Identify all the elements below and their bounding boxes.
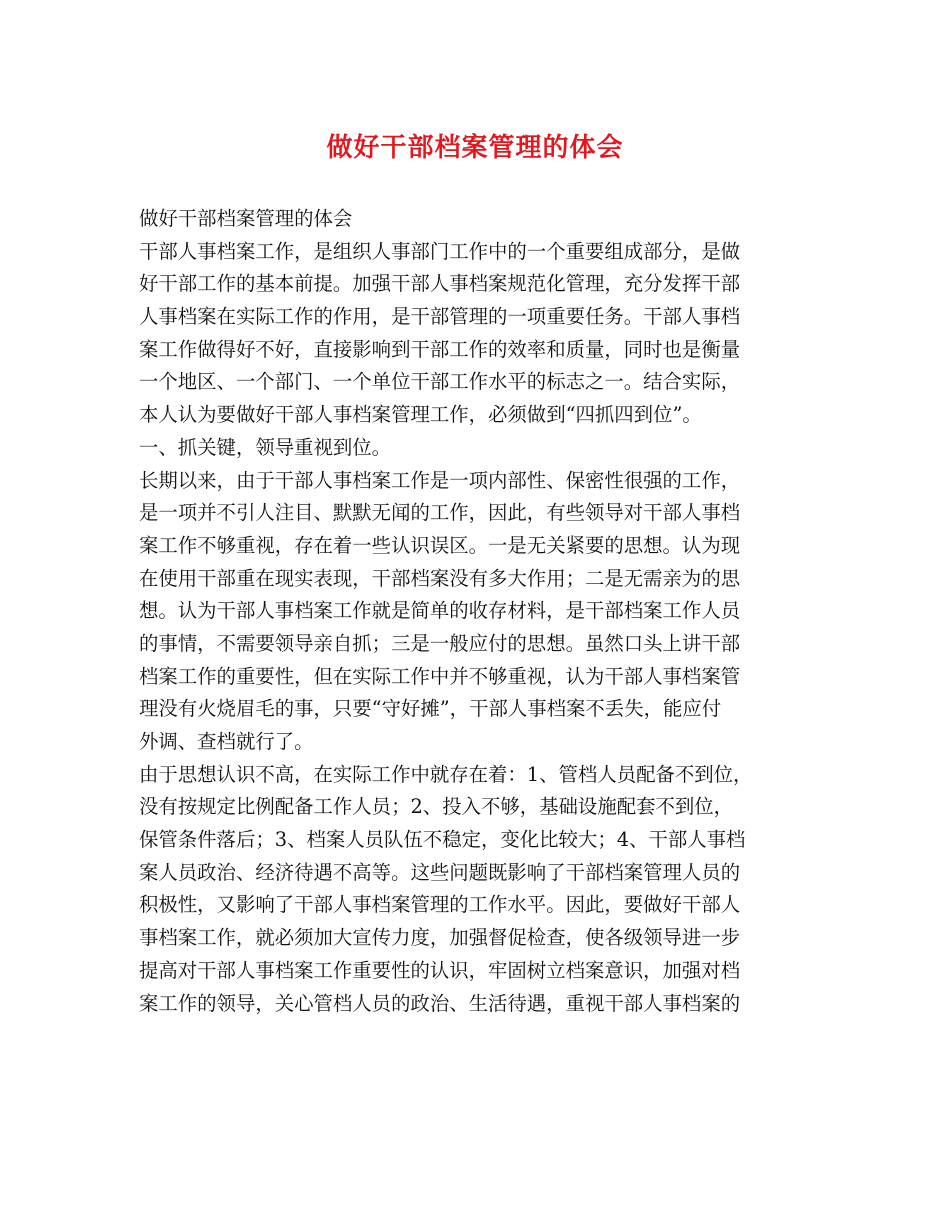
text-line: 案人员政治、经济待遇不高等。这些问题既影响了干部档案管理人员的: [139, 860, 741, 884]
text-line: 本人认为要做好干部人事档案管理工作，必须做到“四抓四到位”。: [139, 403, 702, 427]
page-title: 做好干部档案管理的体会: [326, 133, 624, 163]
text-line: 干部人事档案工作，是组织人事部门工作中的一个重要组成部分，是做: [139, 239, 741, 263]
text-line: 在使用干部重在现实表现，干部档案没有多大作用；二是无需亲为的思: [139, 566, 741, 590]
text-line: 事档案工作，就必须加大宣传力度，加强督促检查，使各级领导进一步: [139, 926, 741, 950]
text-line: 保管条件落后；3、档案人员队伍不稳定，变化比较大；4、干部人事档: [139, 828, 746, 852]
text-line: 由于思想认识不高，在实际工作中就存在着：1、管档人员配备不到位，: [139, 762, 753, 786]
text-line: 好干部工作的基本前提。加强干部人事档案规范化管理，充分发挥干部: [139, 272, 741, 296]
text-line: 档案工作的重要性，但在实际工作中并不够重视，认为干部人事档案管: [139, 664, 741, 688]
document-body: [139, 203, 829, 1020]
text-line: 外调、查档就行了。: [139, 730, 314, 753]
text-line: 做好干部档案管理的体会: [139, 207, 353, 230]
text-line: 案工作的领导，关心管档人员的政治、生活待遇，重视干部人事档案的: [139, 991, 741, 1015]
text-line: 案工作不够重视，存在着一些认识误区。一是无关紧要的思想。认为现: [139, 533, 741, 557]
text-line: 人事档案在实际工作的作用，是干部管理的一项重要任务。干部人事档: [139, 305, 741, 329]
text-line: 一个地区、一个部门、一个单位干部工作水平的标志之一。结合实际，: [139, 370, 741, 394]
text-line: 想。认为干部人事档案工作就是简单的收存材料，是干部档案工作人员: [139, 599, 741, 623]
text-line: 积极性，又影响了干部人事档案管理的工作水平。因此，要做好干部人: [139, 893, 741, 917]
text-line: 理没有火烧眉毛的事，只要“守好摊”，干部人事档案不丢失，能应付: [139, 697, 722, 721]
text-line: 案工作做得好不好，直接影响到干部工作的效率和质量，同时也是衡量: [139, 337, 741, 361]
text-line: 是一项并不引人注目、默默无闻的工作，因此，有些领导对干部人事档: [139, 501, 741, 525]
text-line: 的事情，不需要领导亲自抓；三是一般应付的思想。虽然口头上讲干部: [139, 631, 741, 655]
text-line: 提高对干部人事档案工作重要性的认识，牢固树立档案意识，加强对档: [139, 958, 741, 982]
text-line: 没有按规定比例配备工作人员；2、投入不够，基础设施配套不到位，: [139, 795, 734, 819]
section-heading: 一、抓关键，领导重视到位。: [139, 435, 392, 459]
text-line: 长期以来，由于干部人事档案工作是一项内部性、保密性很强的工作，: [139, 468, 741, 492]
